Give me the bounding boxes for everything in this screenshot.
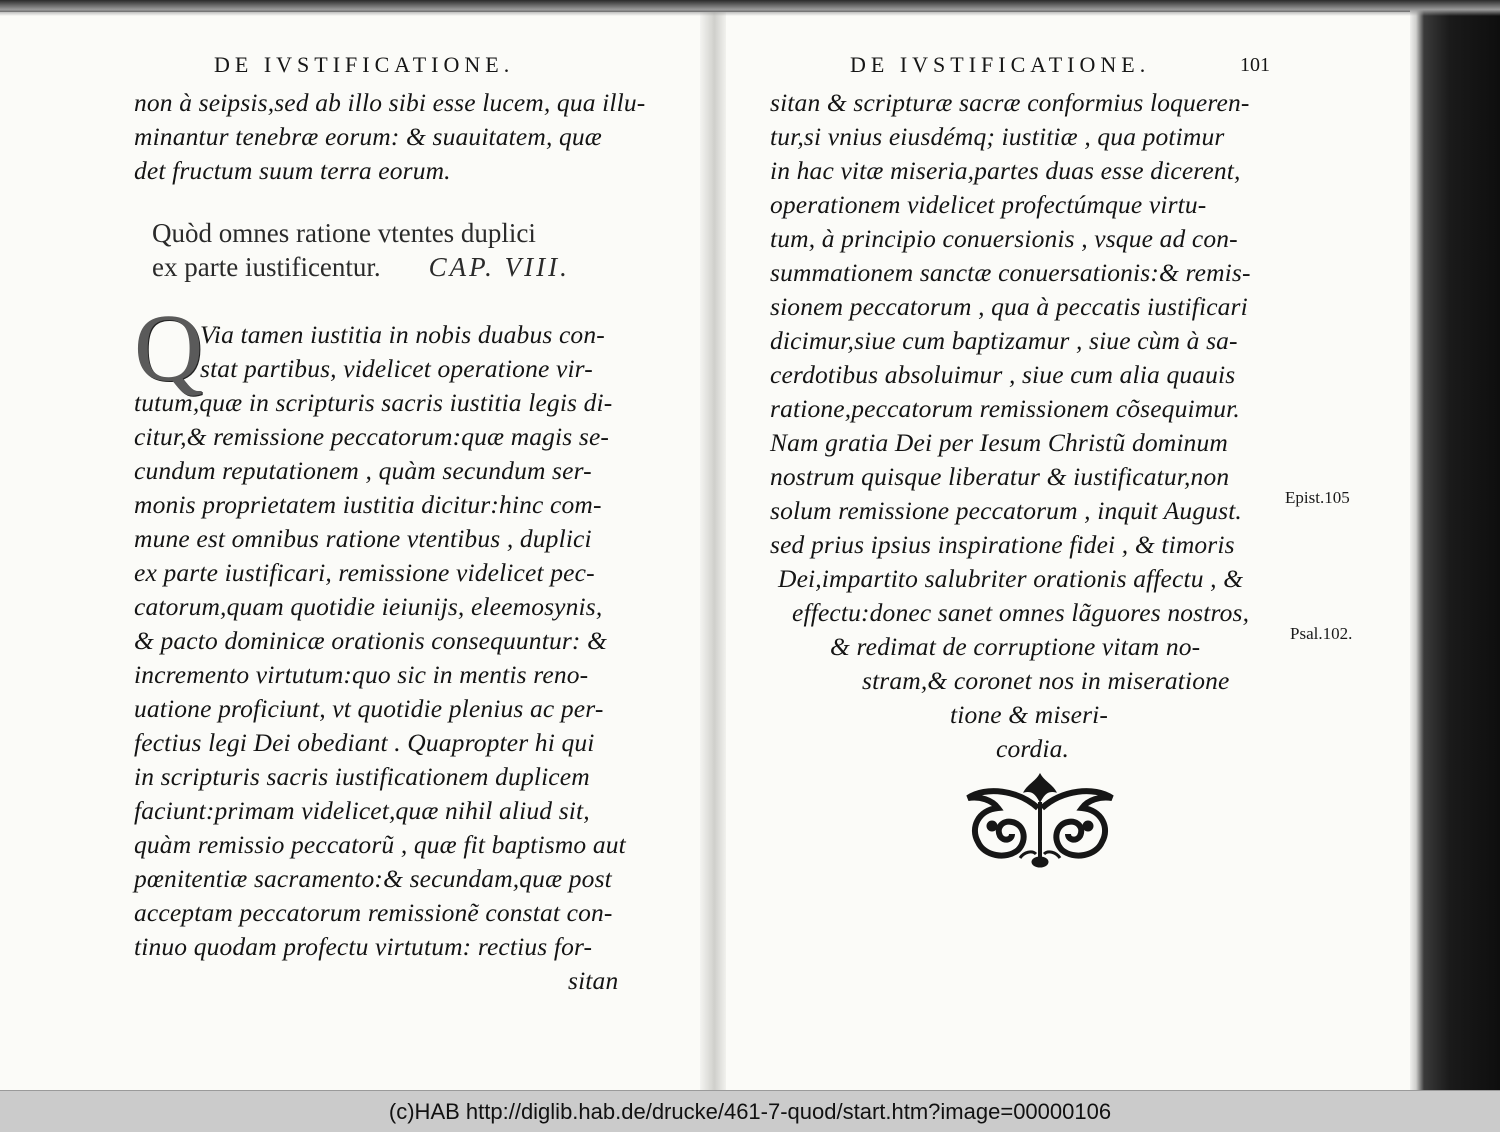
chapter-heading-text: ex parte iustificentur. <box>152 252 381 282</box>
right-body-line: tur,si vnius eiusdémq; iustitiæ , qua potimur <box>770 122 1225 151</box>
right-body-line: nostrum quisque liberatur & iustificatur,non <box>770 462 1230 491</box>
marginal-note-epist: Epist.105 <box>1285 488 1350 507</box>
left-body-line: incremento virtutum:quo sic in mentis reno- <box>134 660 589 689</box>
left-body-line: pœnitentiæ sacramento:& secundam,quæ post <box>134 864 612 893</box>
left-opening-line-2: minantur tenebræ eorum: & suauitatem, quæ <box>134 122 602 151</box>
right-body-line: sionem peccatorum , qua à peccatis iustificari <box>770 292 1248 321</box>
left-body-line: monis proprietatem iustitia dicitur:hinc com- <box>134 490 602 519</box>
chapter-heading-line-1: Quòd omnes ratione vtentes duplici <box>152 218 536 248</box>
left-body-line: cundum reputationem , quàm secundum ser- <box>134 456 592 485</box>
right-body-line: dicimur,siue cum baptizamur , siue cùm à sa- <box>770 326 1238 355</box>
right-body-line: tum, à principio conuersionis , vsque ad con- <box>770 224 1238 253</box>
left-body-line: citur,& remissione peccatorum:quæ magis se- <box>134 422 610 451</box>
right-body-line: summationem sanctæ conuersationis:& remis- <box>770 258 1251 287</box>
page-edge <box>1410 0 1500 1090</box>
left-body-line: mune est omnibus ratione vtentibus , duplici <box>134 524 592 553</box>
chapter-number: CAP. VIII. <box>428 252 570 282</box>
top-shadow <box>0 0 1500 16</box>
right-body-line: tione & miseri- <box>950 700 1109 729</box>
right-running-head: DE IVSTIFICATIONE. <box>850 52 1151 77</box>
left-body-line: acceptam peccatorum remissionẽ constat con- <box>134 898 613 927</box>
right-body-line: Nam gratia Dei per Iesum Christũ dominum <box>770 428 1228 457</box>
marginal-note-psal: Psal.102. <box>1290 624 1353 643</box>
right-body-line: effectu:donec sanet omnes lãguores nostros, <box>792 598 1250 627</box>
right-body-line: cerdotibus absoluimur , siue cum alia quauis <box>770 360 1236 389</box>
left-body-line: fectius legi Dei obediant . Quapropter hi qui <box>134 728 595 757</box>
left-body-line: quàm remissio peccatorũ , quæ fit baptismo aut <box>134 830 626 859</box>
left-body-line: Via tamen iustitia in nobis duabus con- <box>200 320 605 349</box>
drop-cap: Q <box>134 294 204 401</box>
right-body-line: Dei,impartito salubriter orationis affectu , & <box>778 564 1244 593</box>
left-body-line: stat partibus, videlicet operatione vir- <box>200 354 593 383</box>
left-running-head: DE IVSTIFICATIONE. <box>214 52 515 77</box>
right-body-line: sitan & scripturæ sacræ conformius loqueren- <box>770 88 1250 117</box>
left-body-line: tutum,quæ in scripturis sacris iustitia legis di- <box>134 388 613 417</box>
fleuron-ornament-icon <box>958 768 1122 868</box>
footer-caption: (c)HAB http://diglib.hab.de/drucke/461-7-quod/start.htm?image=00000106 <box>0 1090 1500 1132</box>
right-body-line: cordia. <box>996 734 1070 763</box>
chapter-heading-line-2 <box>152 250 570 284</box>
right-body-line: & redimat de corruptione vitam no- <box>830 632 1201 661</box>
book-gutter <box>700 12 726 1090</box>
folio-number: 101 <box>1240 54 1270 76</box>
left-body-line: & pacto dominicæ orationis consequuntur: & <box>134 626 608 655</box>
right-body-line: ratione,peccatorum remissionem cõsequimur. <box>770 394 1240 423</box>
right-body-line: stram,& coronet nos in miseratione <box>862 666 1230 695</box>
left-body-line: catorum,quam quotidie ieiunijs, eleemosynis, <box>134 592 603 621</box>
left-body-line: tinuo quodam profectu virtutum: rectius for- <box>134 932 593 961</box>
right-body-line: in hac vitæ miseria,partes duas esse dicerent, <box>770 156 1241 185</box>
left-opening-line-1: non à seipsis,sed ab illo sibi esse lucem, qua illu- <box>134 88 646 117</box>
left-body-line: ex parte iustificari, remissione videlicet pec- <box>134 558 595 587</box>
left-body-line: uatione proficiunt, vt quotidie plenius ac per- <box>134 694 604 723</box>
left-catchword: sitan <box>568 966 619 995</box>
left-body-line: faciunt:primam videlicet,quæ nihil aliud sit, <box>134 796 590 825</box>
right-body-line: sed prius ipsius inspiratione fidei , & timoris <box>770 530 1235 559</box>
left-opening-line-3: det fructum suum terra eorum. <box>134 156 451 185</box>
right-body-line: solum remissione peccatorum , inquit August. <box>770 496 1242 525</box>
right-body-line: operationem videlicet profectúmque virtu- <box>770 190 1207 219</box>
left-body-line: in scripturis sacris iustificationem duplicem <box>134 762 590 791</box>
